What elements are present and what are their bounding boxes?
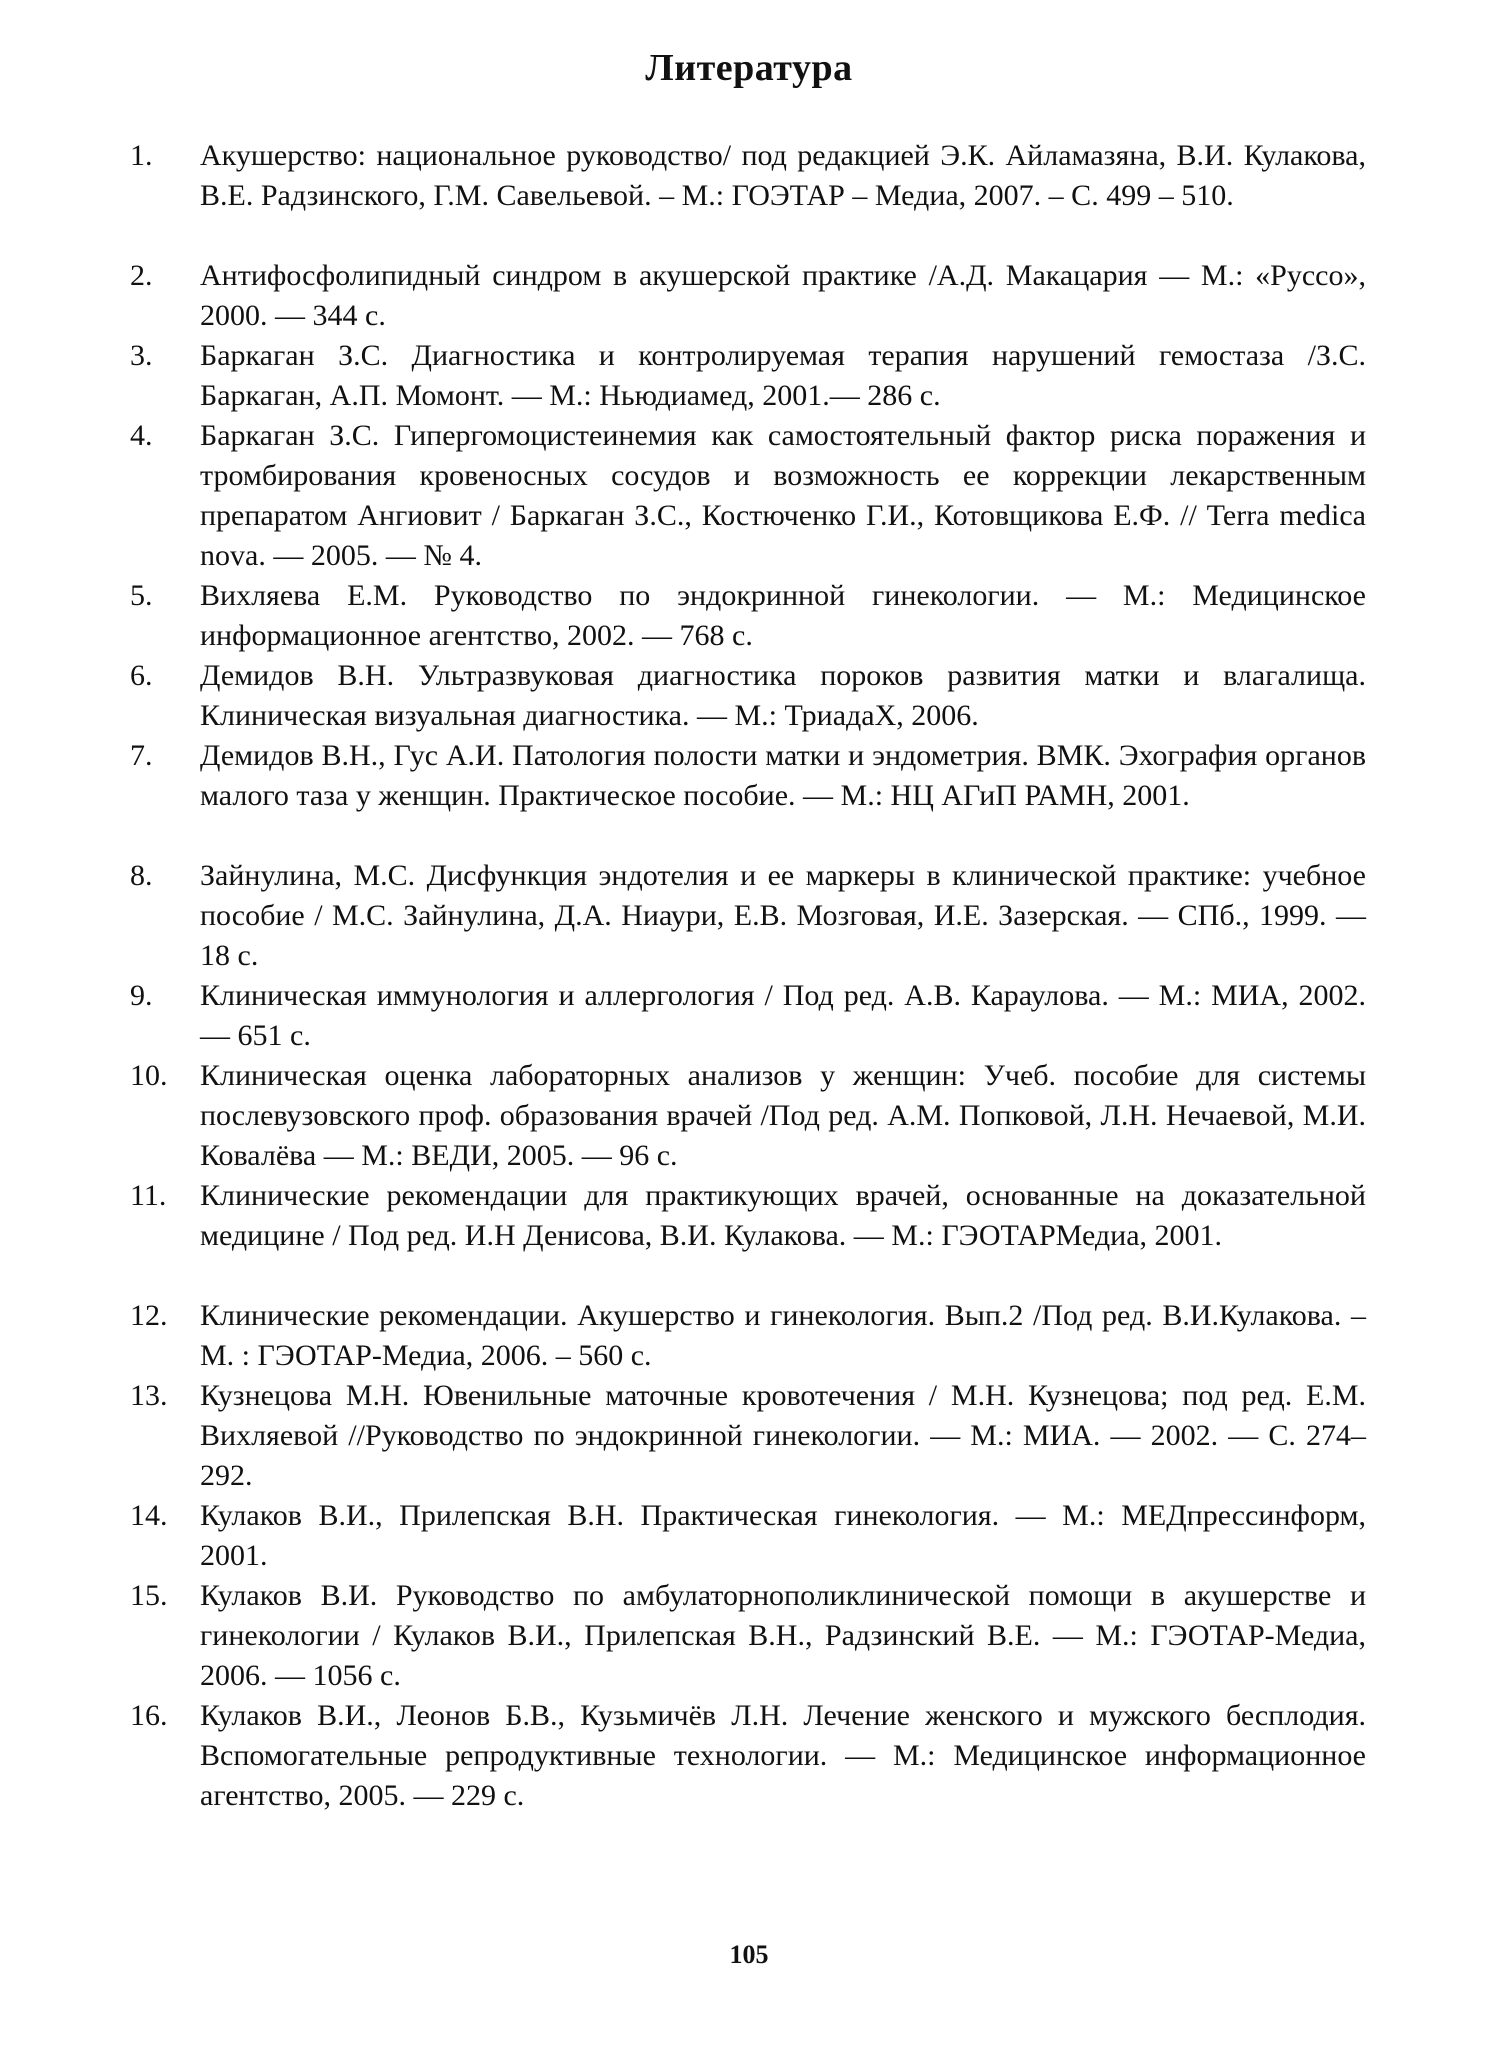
- reference-text: Баркаган З.С. Гипергомоцистеинемия как самостоятельный фактор риска поражения и тромбирования кровеносных сосудов и возможность ее коррекции лекарственным препаратом Ангиовит / Баркаган З.С., Костюченко Г.И., Котовщикова Е.Ф. // Terra medica nova. — 2005. — № 4.: [200, 419, 1366, 572]
- reference-text: Баркаган З.С. Диагностика и контролируемая терапия нарушений гемостаза /З.С. Баркаган, А.П. Момонт. — М.: Ньюдиамед, 2001.— 286 с.: [200, 339, 1366, 412]
- reference-number: 4.: [130, 419, 153, 452]
- reference-number: 6.: [130, 659, 153, 692]
- reference-text: Кулаков В.И. Руководство по амбулаторнополиклинической помощи в акушерстве и гинекологии / Кулаков В.И., Прилепская В.Н., Радзинский В.Е. — М.: ГЭОТАР-Медиа, 2006. — 1056 с.: [200, 1579, 1366, 1692]
- reference-number: 11.: [130, 1179, 167, 1212]
- reference-text: Антифосфолипидный синдром в акушерской практике /А.Д. Макацария — М.: «Руссо», 2000. — 344 с.: [200, 259, 1366, 332]
- reference-number: 7.: [130, 739, 153, 772]
- page-title: Литература: [645, 47, 853, 89]
- reference-number: 3.: [130, 339, 153, 372]
- reference-text: Демидов В.Н., Гус А.И. Патология полости матки и эндометрия. ВМК. Эхография органов малого таза у женщин. Практическое пособие. — М.: НЦ АГиП РАМН, 2001.: [200, 739, 1366, 812]
- reference-text: Демидов В.Н. Ультразвуковая диагностика пороков развития матки и влагалища. Клиническая визуальная диагностика. — М.: ТриадаХ, 2006.: [200, 659, 1366, 732]
- reference-number: 9.: [130, 979, 153, 1012]
- reference-text: Клинические рекомендации для практикующих врачей, основанные на доказательной медицине / Под ред. И.Н Денисова, В.И. Кулакова. — М.: ГЭОТАРМедиа, 2001.: [200, 1179, 1366, 1252]
- reference-number: 1.: [130, 139, 153, 172]
- reference-text: Кулаков В.И., Прилепская В.Н. Практическая гинекология. — М.: МЕДпрессинформ, 2001.: [200, 1499, 1366, 1572]
- reference-text: Кузнецова М.Н. Ювенильные маточные кровотечения / М.Н. Кузнецова; под ред. Е.М. Вихляевой //Руководство по эндокринной гинекологии. — М.: МИА. — 2002. — С. 274–292.: [200, 1379, 1366, 1492]
- reference-number: 16.: [130, 1699, 168, 1732]
- reference-number: 13.: [130, 1379, 168, 1412]
- reference-text: Акушерство: национальное руководство/ под редакцией Э.К. Айламазяна, В.И. Кулакова, В.Е. Радзинского, Г.М. Савельевой. – М.: ГОЭТАР – Медиа, 2007. – С. 499 – 510.: [200, 139, 1366, 212]
- reference-text: Кулаков В.И., Леонов Б.В., Кузьмичёв Л.Н. Лечение женского и мужского бесплодия. Вспомогательные репродуктивные технологии. — М.: Медицинское информационное агентство, 2005. — 229 с.: [200, 1699, 1366, 1812]
- reference-text: Зайнулина, М.С. Дисфункция эндотелия и ее маркеры в клинической практике: учебное пособие / М.С. Зайнулина, Д.А. Ниаури, Е.В. Мозговая, И.Е. Зазерская. — СПб., 1999. — 18 с.: [200, 859, 1366, 972]
- reference-number: 15.: [130, 1579, 168, 1612]
- reference-number: 10.: [130, 1059, 168, 1092]
- reference-number: 2.: [130, 259, 153, 292]
- reference-number: 14.: [130, 1499, 168, 1532]
- reference-text: Клиническая иммунология и аллергология / Под ред. А.В. Караулова. — М.: МИА, 2002. — 651 с.: [200, 979, 1366, 1052]
- reference-number: 5.: [130, 579, 153, 612]
- page-number: 105: [729, 1940, 769, 1969]
- reference-text: Вихляева Е.М. Руководство по эндокринной гинекологии. — М.: Медицинское информационное агентство, 2002. — 768 с.: [200, 579, 1366, 652]
- reference-text: Клинические рекомендации. Акушерство и гинекология. Вып.2 /Под ред. В.И.Кулакова. – М. : ГЭОТАР-Медиа, 2006. – 560 с.: [200, 1299, 1366, 1372]
- reference-number: 12.: [130, 1299, 168, 1332]
- reference-number: 8.: [130, 859, 153, 892]
- reference-text: Клиническая оценка лабораторных анализов у женщин: Учеб. пособие для системы послевузовского проф. образования врачей /Под ред. А.М. Попковой, Л.Н. Нечаевой, М.И. Ковалёва — М.: ВЕДИ, 2005. — 96 с.: [200, 1059, 1366, 1172]
